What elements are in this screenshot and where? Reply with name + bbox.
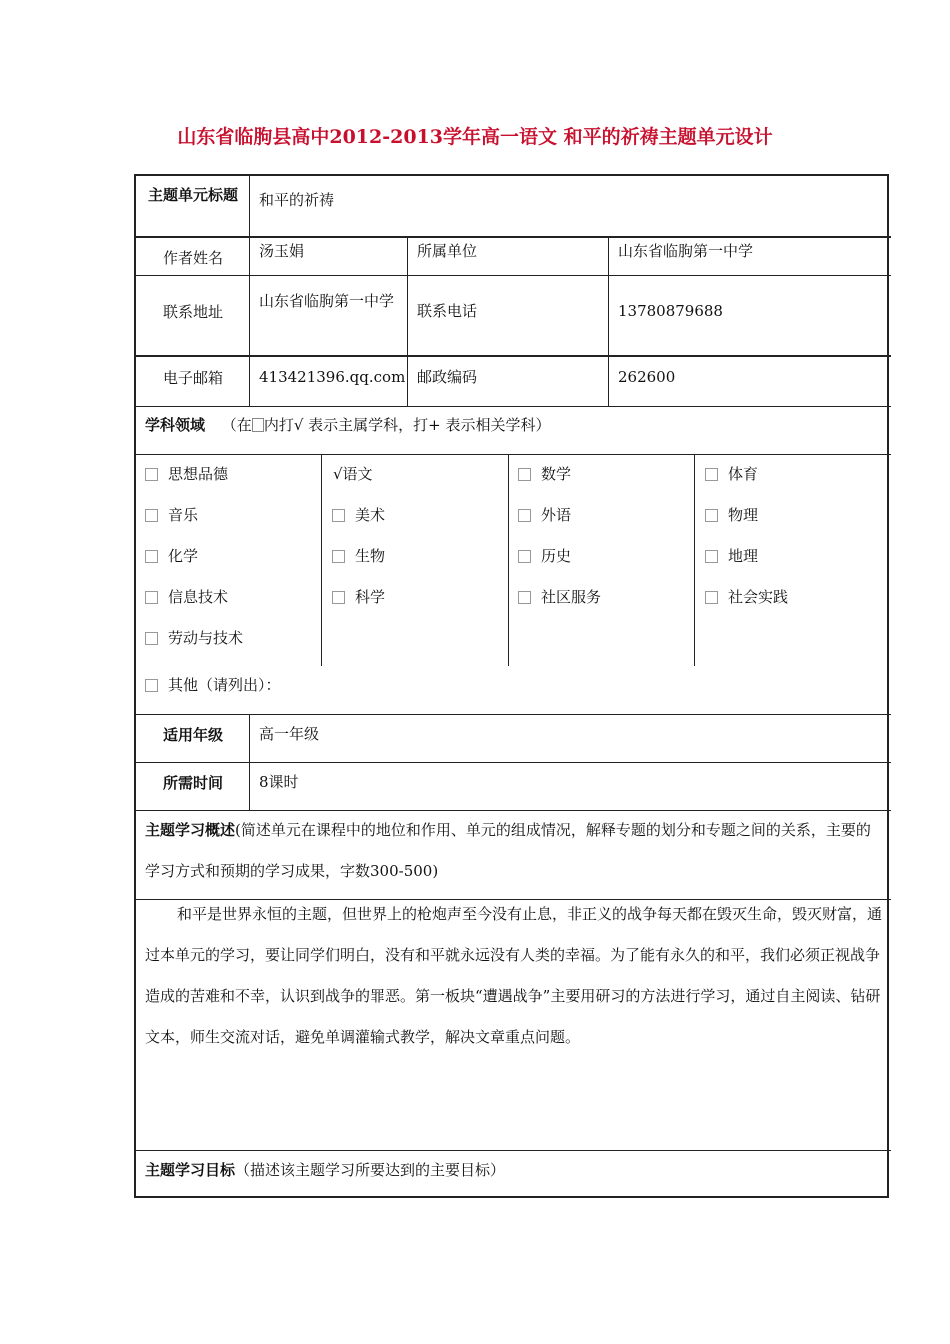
affiliation-label: 所属单位 — [417, 242, 478, 260]
checkbox-icon[interactable] — [145, 632, 158, 645]
document-title: 山东省临朐县高中2012-2013学年高一语文 和平的祈祷主题单元设计 — [177, 126, 773, 148]
time-value: 8课时 — [259, 773, 299, 791]
row-divider — [134, 406, 891, 407]
grade-value: 高一年级 — [259, 725, 320, 743]
subject-checkbox[interactable]: 美术 — [332, 505, 385, 525]
checkbox-icon[interactable] — [705, 591, 718, 604]
subject-checked-chinese[interactable]: √语文 — [333, 465, 373, 483]
author-label: 作者姓名 — [162, 249, 223, 267]
author-value: 汤玉娟 — [259, 242, 305, 260]
subject-other[interactable]: 其他（请列出）： — [145, 675, 281, 695]
checkbox-icon[interactable] — [518, 468, 531, 481]
subject-checkbox[interactable]: 信息技术 — [145, 587, 228, 607]
row-divider — [134, 454, 891, 455]
column-divider — [249, 174, 250, 406]
row-divider — [134, 275, 891, 276]
row-divider — [134, 355, 891, 357]
subject-area-label: 学科领域 — [145, 416, 206, 434]
checkbox-icon[interactable] — [705, 509, 718, 522]
subject-checkbox[interactable]: 化学 — [145, 546, 198, 566]
checkbox-icon[interactable] — [518, 509, 531, 522]
postcode-label: 邮政编码 — [417, 368, 478, 386]
row-divider — [134, 714, 891, 715]
row-divider — [134, 1150, 891, 1151]
checkbox-icon — [252, 418, 264, 432]
phone-label: 联系电话 — [417, 302, 478, 320]
overview-text: 和平是世界永恒的主题，但世界上的枪炮声至今没有止息，非正义的战争每天都在毁灭生命，毁灭财富，通过本单元的学习，要让同学们明白，没有和平就永远没有人类的幸福。为了能有永久的和平，我们必须正视战争造成的苦难和不幸，认识到战争的罪恶。第一板块“遭遇战争”主要用研习的方法进行学习，通过自主阅读、钻研文本，师生交流对话，避免单调灌输式教学，解决文章重点问题。 — [145, 905, 883, 1046]
goals-hint: （描述该主题学习所要达到的主要目标） — [235, 1161, 506, 1179]
subject-checkbox[interactable]: 思想品德 — [145, 464, 228, 484]
checkbox-icon[interactable] — [332, 591, 345, 604]
checkbox-icon[interactable] — [145, 591, 158, 604]
affiliation-value: 山东省临朐第一中学 — [618, 242, 754, 260]
time-label: 所需时间 — [162, 774, 223, 792]
subject-area-note-post: 内打√ 表示主属学科，打+ 表示相关学科） — [263, 416, 551, 434]
column-divider — [608, 236, 609, 406]
unit-title-label: 主题单元标题 — [147, 186, 238, 204]
grade-label: 适用年级 — [162, 726, 223, 744]
column-divider — [321, 454, 322, 666]
row-divider — [134, 236, 891, 238]
subject-checkbox[interactable]: 社会实践 — [705, 587, 788, 607]
checkbox-icon[interactable] — [518, 591, 531, 604]
column-divider — [249, 714, 250, 810]
checkbox-icon[interactable] — [332, 509, 345, 522]
checkbox-icon[interactable] — [145, 509, 158, 522]
subject-checkbox[interactable]: 物理 — [705, 505, 758, 525]
subject-checkbox[interactable]: 历史 — [518, 546, 571, 566]
subject-area-header — [145, 415, 550, 435]
subject-checkbox[interactable]: 外语 — [518, 505, 571, 525]
checkbox-icon[interactable] — [705, 468, 718, 481]
goals-header — [145, 1160, 505, 1180]
subject-area-note-pre: （在 — [221, 416, 252, 434]
phone-value: 13780879688 — [618, 302, 723, 320]
address-label: 联系地址 — [162, 303, 223, 321]
checkbox-icon[interactable] — [145, 468, 158, 481]
overview-label: 主题学习概述 — [145, 821, 236, 839]
checkbox-icon[interactable] — [518, 550, 531, 563]
address-value: 山东省临朐第一中学 — [259, 292, 395, 310]
overview-header — [145, 810, 883, 892]
checkbox-icon[interactable] — [145, 679, 158, 692]
email-label: 电子邮箱 — [162, 369, 223, 387]
checkbox-icon[interactable] — [145, 550, 158, 563]
goals-label: 主题学习目标 — [145, 1161, 236, 1179]
unit-title-value: 和平的祈祷 — [259, 191, 335, 209]
column-divider — [694, 454, 695, 666]
subject-checkbox[interactable]: 音乐 — [145, 505, 198, 525]
checkbox-icon[interactable] — [705, 550, 718, 563]
row-divider — [134, 762, 891, 763]
overview-hint: (简述单元在课程中的地位和作用、单元的组成情况，解释专题的划分和专题之间的关系，主要的学习方式和预期的学习成果，字数300-500) — [145, 821, 871, 880]
subject-checkbox[interactable]: 社区服务 — [518, 587, 601, 607]
subject-checkbox[interactable]: 科学 — [332, 587, 385, 607]
subject-checkbox[interactable]: 数学 — [518, 464, 571, 484]
subject-checkbox[interactable]: 体育 — [705, 464, 758, 484]
postcode-value: 262600 — [618, 368, 676, 386]
subject-checkbox[interactable]: 生物 — [332, 546, 385, 566]
checkbox-icon[interactable] — [332, 550, 345, 563]
subject-checkbox[interactable]: 劳动与技术 — [145, 628, 243, 648]
subject-checkbox[interactable]: 地理 — [705, 546, 758, 566]
column-divider — [508, 454, 509, 666]
email-value: 413421396.qq.com — [259, 368, 406, 386]
column-divider — [407, 236, 408, 406]
overview-body — [145, 894, 883, 1058]
